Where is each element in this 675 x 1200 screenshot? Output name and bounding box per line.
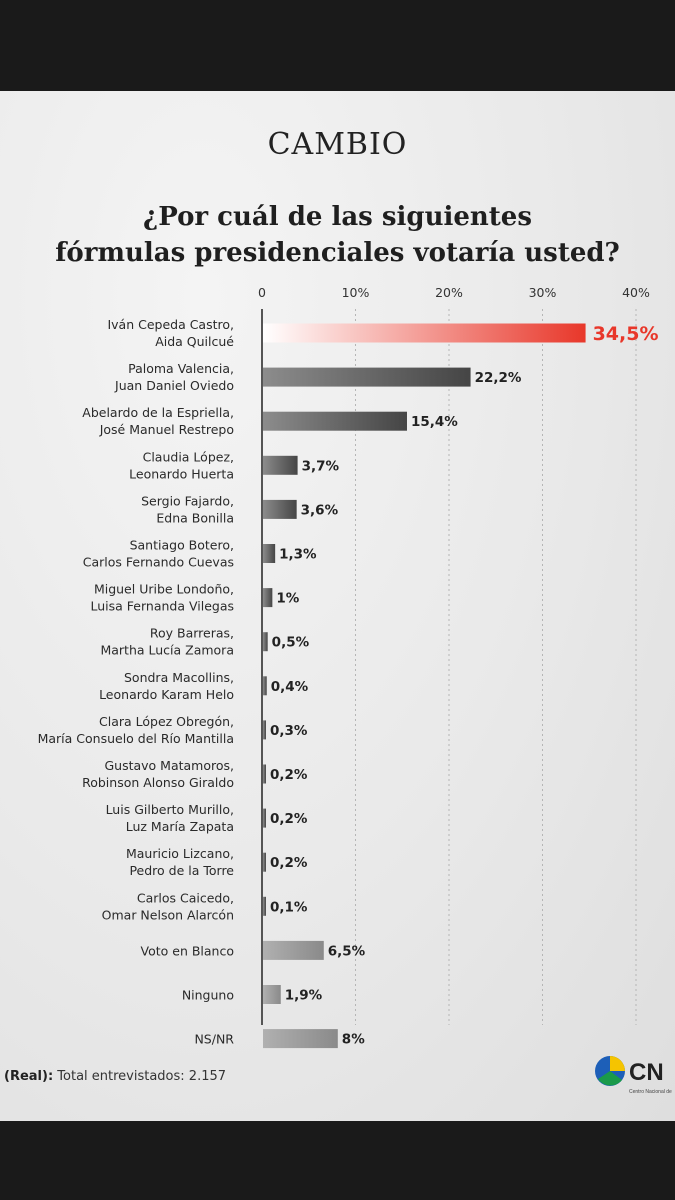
- category-label: Luisa Fernanda Vilegas: [90, 598, 234, 614]
- bar-value-label: 0,3%: [270, 722, 308, 739]
- bar-value-label: 0,2%: [270, 855, 308, 872]
- x-tick-label: 30%: [528, 285, 557, 300]
- category-label: Aida Quilcué: [155, 334, 234, 349]
- bar-value-label: 0,2%: [270, 767, 308, 783]
- category-label: Miguel Uribe Londoño,: [93, 581, 234, 597]
- bar-value-label: 34,5%: [592, 323, 659, 345]
- bar: [263, 588, 272, 607]
- footer-prefix: (Real):: [4, 1069, 54, 1084]
- category-label: Leonardo Karam Helo: [99, 686, 234, 702]
- bar-value-label: 1,9%: [284, 987, 323, 1004]
- category-label: Luz María Zapata: [125, 819, 234, 835]
- bar-value-label: 6,5%: [327, 943, 366, 960]
- category-label: Claudia López,: [142, 449, 234, 465]
- bar-value-label: 3,6%: [300, 502, 339, 519]
- bar: [263, 324, 586, 343]
- category-label: Iván Cepeda Castro,: [107, 317, 234, 332]
- x-tick-label: 20%: [435, 285, 463, 300]
- bar-value-label: 3,7%: [301, 458, 340, 475]
- category-label: Pedro de la Torre: [129, 863, 234, 879]
- bar: [263, 544, 275, 563]
- category-label: Mauricio Lizcano,: [125, 846, 234, 862]
- bar: [263, 720, 266, 739]
- bar-value-label: 0,5%: [271, 634, 310, 651]
- bar-value-label: 1,3%: [279, 546, 317, 563]
- x-tick-label: 10%: [341, 285, 370, 300]
- bar: [263, 368, 471, 387]
- category-label: Abelardo de la Espriella,: [82, 405, 234, 421]
- bar: [263, 500, 297, 519]
- bar: [263, 765, 266, 784]
- bar: [263, 985, 281, 1004]
- category-label: Paloma Valencia,: [128, 361, 234, 377]
- category-label: Ninguno: [181, 987, 234, 1003]
- category-label: Sondra Macollins,: [123, 669, 234, 685]
- bar: [263, 941, 324, 960]
- category-label: María Consuelo del Río Mantilla: [37, 730, 234, 746]
- category-label: Roy Barreras,: [149, 625, 234, 641]
- brand-logo-text: CAMBIO: [267, 127, 408, 162]
- category-label: José Manuel Restrepo: [99, 422, 234, 438]
- bar-value-label: 8%: [341, 1031, 365, 1048]
- category-label: Luis Gilberto Murillo,: [105, 802, 234, 818]
- category-label: Voto en Blanco: [140, 943, 234, 959]
- bar: [263, 456, 298, 475]
- category-label: Carlos Fernando Cuevas: [82, 554, 234, 570]
- bar: [263, 897, 266, 916]
- category-label: Gustavo Matamoros,: [104, 758, 234, 773]
- logo-text: CN: [629, 1059, 664, 1086]
- bar: [263, 1029, 338, 1048]
- chart-title-line-2: fórmulas presidenciales votaría usted?: [55, 238, 620, 268]
- category-label: Clara López Obregón,: [99, 713, 234, 729]
- cnc-logo: [594, 1053, 675, 1097]
- category-label: Omar Nelson Alarcón: [101, 907, 234, 923]
- logo-segment-icon: [610, 1056, 625, 1071]
- bar-value-label: 15,4%: [410, 414, 458, 431]
- footer-note: [4, 1069, 226, 1084]
- bar: [263, 412, 407, 431]
- bar-value-label: 0,2%: [270, 811, 308, 828]
- bar: [263, 676, 267, 695]
- category-label: Santiago Botero,: [129, 537, 234, 553]
- category-label: Edna Bonilla: [156, 510, 234, 526]
- bar: [263, 809, 266, 828]
- category-label: Robinson Alonso Giraldo: [82, 775, 234, 790]
- category-label: Sergio Fajardo,: [141, 493, 234, 509]
- bar: [263, 853, 266, 872]
- footer-total-interviewed: Total entrevistados: 2.157: [57, 1069, 227, 1084]
- bar-value-label: 1%: [276, 590, 300, 607]
- category-label: NS/NR: [194, 1031, 234, 1047]
- logo-subtext: Centro Nacional de: [629, 1089, 672, 1095]
- chart-title-line-1: ¿Por cuál de las siguientes: [143, 202, 532, 232]
- x-tick-label: 0: [258, 285, 266, 300]
- bar-value-label: 0,1%: [270, 899, 308, 916]
- bar-value-label: 0,4%: [270, 678, 309, 695]
- bar-chart: [0, 91, 675, 1121]
- category-label: Carlos Caicedo,: [136, 890, 234, 906]
- x-tick-label: 40%: [622, 285, 650, 300]
- category-label: Martha Lucía Zamora: [100, 642, 234, 658]
- bar-value-label: 22,2%: [474, 370, 522, 387]
- category-label: Leonardo Huerta: [129, 466, 234, 482]
- bar: [263, 632, 268, 651]
- infographic-card: [0, 91, 675, 1121]
- category-label: Juan Daniel Oviedo: [115, 378, 234, 394]
